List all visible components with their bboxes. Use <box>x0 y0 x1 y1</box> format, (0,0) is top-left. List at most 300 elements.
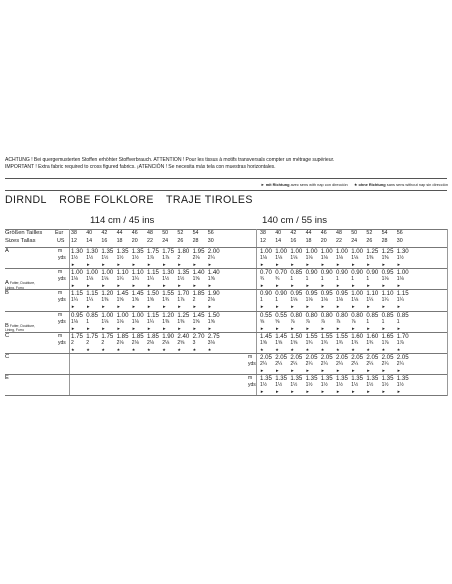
yardage-value: 1.90 <box>207 290 220 298</box>
nap-icon: ► <box>192 262 197 267</box>
yardage-value: 1⅞ <box>177 297 185 304</box>
yardage-value: ⅞ <box>305 318 310 325</box>
yardage-value: ⅞ <box>336 318 341 325</box>
yardage-value: 1 <box>366 276 370 283</box>
nap-icon: ► <box>320 368 325 373</box>
yardage-value: 0.95 <box>381 269 394 277</box>
yardage-value: 2.70 <box>192 332 205 340</box>
nap-icon: ► <box>290 325 295 331</box>
eur-size: 40 <box>275 230 282 236</box>
fabric-width-140: 140 cm / 55 ins <box>262 215 328 226</box>
notice-line-1: ACHTUNG ! Bei quergemusterten Stoffen erhöhter Stoffverbrauch. ATTENTION ! Pour les tissus à motifs transversals compter un métrage supérieur. <box>5 157 335 163</box>
yardage-value: ⅞ <box>290 318 295 325</box>
yardage-value: 1 <box>290 276 294 283</box>
yardage-value: 1⅝ <box>207 276 215 283</box>
unit-label: m <box>248 375 253 382</box>
yardage-value: 1.50 <box>147 290 159 298</box>
yardage-value: 1.95 <box>192 248 205 255</box>
yardage-value: 1.00 <box>351 290 364 298</box>
nap-icon: ► <box>336 368 341 373</box>
yardage-value: 0.55 <box>275 311 288 319</box>
yardage-value: 1⅜ <box>381 255 389 261</box>
yardage-value: 2¼ <box>290 361 298 367</box>
yardage-value: 1.45 <box>275 332 288 340</box>
yardage-value: 1.40 <box>192 269 205 277</box>
yardage-value: 1⅛ <box>260 255 267 261</box>
yardage-value: 1.55 <box>305 332 318 340</box>
yardage-value: 1.00 <box>275 248 288 255</box>
yardage-value: 1.75 <box>147 248 159 255</box>
nap-icon: ► <box>86 283 91 289</box>
yardage-value: 1.85 <box>192 290 205 298</box>
yardage-value: 1⅛ <box>305 297 313 304</box>
nap-icon: ★ <box>320 346 325 352</box>
yardage-value: 2¼ <box>366 361 374 367</box>
yardage-value: 1¼ <box>147 318 154 325</box>
nap-icon: ► <box>162 283 167 289</box>
yardage-value: 1 <box>366 318 370 325</box>
nap-icon: ► <box>381 262 386 267</box>
yardage-value: 1.30 <box>396 248 409 255</box>
yardage-value: 1.70 <box>177 290 190 298</box>
yardage-value: 1.35 <box>336 375 348 383</box>
yardage-value: 1½ <box>86 255 94 261</box>
nap-icon: ★ <box>396 346 401 352</box>
nap-icon: ► <box>320 304 325 310</box>
nap-icon: ► <box>351 283 356 289</box>
us-size: 26 <box>177 238 184 244</box>
yardage-value: 1.90 <box>162 332 175 340</box>
unit-label: yds <box>58 339 66 346</box>
yardage-value: 1.00 <box>101 311 114 319</box>
nap-icon: ► <box>275 262 280 267</box>
yardage-value: 1⅛ <box>131 318 139 325</box>
yardage-value: 1.75 <box>101 332 114 340</box>
yardage-value: 1⅝ <box>290 339 298 346</box>
yardage-value: 1.00 <box>116 311 129 319</box>
nap-icon: ★ <box>336 346 340 352</box>
nap-icon: ► <box>366 389 371 395</box>
yardage-value: 1½ <box>336 382 343 389</box>
without-nap-icon: ★ <box>353 182 358 187</box>
nap-icon: ★ <box>275 346 279 352</box>
eur-label: Eur <box>55 230 64 236</box>
us-size: 12 <box>71 238 77 244</box>
yardage-value: 1.30 <box>86 248 99 255</box>
nap-icon: ► <box>86 325 91 331</box>
nap-icon: ► <box>396 262 401 267</box>
yardage-value: 1¼ <box>366 297 374 304</box>
yardage-value: 1⅛ <box>336 255 343 261</box>
yardage-value: 0.85 <box>396 311 409 319</box>
yardage-value: 0.95 <box>71 311 83 319</box>
yardage-value: 1¾ <box>162 297 170 304</box>
yardage-value: 1.35 <box>320 375 333 383</box>
table-right-edge <box>447 229 448 396</box>
nap-icon: ► <box>260 304 265 310</box>
yardage-value: 1.50 <box>207 311 220 319</box>
yardage-value: 0.85 <box>86 311 99 319</box>
yardage-value: 2.40 <box>177 332 190 340</box>
yardage-value: 1.10 <box>366 290 379 298</box>
unit-label: yds <box>58 318 66 325</box>
nap-icon: ► <box>207 325 212 331</box>
us-size: 20 <box>131 238 138 244</box>
nap-icon: ★ <box>71 346 75 352</box>
row-sublabel: Futter, Doublure, Lining, Forro <box>5 323 36 333</box>
unit-label: m <box>58 332 63 339</box>
yardage-value: 1.75 <box>71 332 83 340</box>
width-group-divider <box>256 229 257 396</box>
nap-icon: ► <box>147 262 152 267</box>
yardage-value: 1.00 <box>320 248 333 255</box>
yardage-value: 1¼ <box>116 276 124 283</box>
nap-icon: ► <box>336 304 341 310</box>
eur-size: 46 <box>131 230 138 236</box>
nap-icon: ► <box>305 325 310 331</box>
yardage-value: 1⅛ <box>71 276 78 283</box>
yardage-value: 1.15 <box>86 290 99 298</box>
yardage-value: 2.05 <box>351 354 364 361</box>
nap-icon: ► <box>366 325 371 331</box>
nap-icon: ► <box>381 283 386 289</box>
nap-icon: ► <box>207 283 212 289</box>
nap-icon: ► <box>290 368 295 373</box>
nap-icon: ► <box>131 283 136 289</box>
yardage-value: 1⅞ <box>396 339 404 346</box>
yardage-value: ⅝ <box>275 318 280 325</box>
yardage-value: 0.85 <box>366 311 379 319</box>
yardage-value: 1.40 <box>207 269 220 277</box>
nap-icon: ► <box>305 262 310 267</box>
yardage-value: 1⅛ <box>381 276 389 283</box>
nap-icon: ► <box>116 304 121 310</box>
yardage-value: 1.35 <box>275 375 288 383</box>
yardage-value: 1.00 <box>336 248 348 255</box>
yardage-value: 2.05 <box>381 354 394 361</box>
yardage-value: 1⅜ <box>101 297 109 304</box>
eur-size: 48 <box>336 230 342 236</box>
yardage-value: 2⅝ <box>177 339 185 346</box>
nap-icon: ► <box>147 304 152 310</box>
nap-icon: ► <box>351 389 356 395</box>
yardage-value: 0.70 <box>275 269 288 277</box>
nap-icon: ► <box>320 325 325 331</box>
us-label: US <box>57 238 65 244</box>
nap-icon: ► <box>275 283 280 289</box>
nap-icon: ► <box>275 368 280 373</box>
nap-icon: ★ <box>131 346 136 352</box>
yardage-value: 2¼ <box>275 361 283 367</box>
yardage-value: 1⅛ <box>116 318 124 325</box>
yardage-value: 1.55 <box>162 290 175 298</box>
yardage-value: 1.60 <box>366 332 379 340</box>
yardage-value: 2 <box>192 297 196 304</box>
row-label: B Futter, Doublure, Lining, Forro <box>5 322 36 333</box>
yardage-value: 1⅛ <box>290 255 298 261</box>
row-label: A <box>5 248 9 254</box>
row-label: E <box>5 375 9 382</box>
yardage-value: 1⅛ <box>86 276 94 283</box>
unit-label: yds <box>58 255 66 261</box>
nap-icon: ► <box>177 304 182 310</box>
nap-icon: ► <box>131 304 136 310</box>
yardage-value: 1¾ <box>366 339 374 346</box>
sizes-label: Größen Tailles <box>5 230 43 236</box>
us-size: 30 <box>207 238 214 244</box>
unit-label: yds <box>58 276 66 283</box>
nap-icon: ★ <box>305 346 310 352</box>
yardage-value: 1⅛ <box>320 297 328 304</box>
nap-icon: ► <box>320 262 325 267</box>
yardage-value: 1 <box>86 318 89 325</box>
eur-size: 44 <box>305 230 312 236</box>
yardage-value: 2⅛ <box>162 339 170 346</box>
nap-icon: ► <box>116 283 121 289</box>
nap-icon: ► <box>336 283 341 289</box>
nap-icon: ► <box>305 304 310 310</box>
nap-icon: ► <box>192 304 197 310</box>
yardage-value: 2.05 <box>366 354 379 361</box>
yardage-value: ⅝ <box>260 318 265 325</box>
yardage-value: 1⅛ <box>305 255 313 261</box>
yardage-value: 0.95 <box>320 290 333 298</box>
unit-label: m <box>58 311 63 318</box>
yardage-value: 1.75 <box>86 332 99 340</box>
yardage-value: ¾ <box>275 276 280 283</box>
yardage-value: 1.80 <box>177 248 190 255</box>
eur-size: 56 <box>207 230 214 236</box>
yardage-value: 0.95 <box>290 290 303 298</box>
nap-icon: ► <box>366 283 371 289</box>
yardage-value: 2.05 <box>305 354 318 361</box>
us-size: 18 <box>305 238 312 244</box>
yardage-value: 2¼ <box>207 255 215 261</box>
yardage-value: 1.00 <box>71 269 83 277</box>
yardage-value: 1¼ <box>147 276 154 283</box>
eur-size: 52 <box>177 230 184 236</box>
nap-icon: ★ <box>116 346 121 352</box>
yardage-value: 1.85 <box>147 332 159 340</box>
fabric-width-114: 114 cm / 45 ins <box>90 215 155 226</box>
yardage-value: 1.55 <box>320 332 333 340</box>
nap-icon: ► <box>116 262 121 267</box>
yardage-value: 2¼ <box>320 361 328 367</box>
yardage-value: 0.70 <box>260 269 272 277</box>
yardage-value: 1½ <box>396 382 404 389</box>
yardage-value: 1.75 <box>162 248 175 255</box>
yardage-value: 1⅝ <box>131 297 139 304</box>
yardage-value: 2¼ <box>336 361 343 367</box>
nap-icon: ★ <box>147 346 151 352</box>
yardage-value: 2⅛ <box>147 339 154 346</box>
nap-icon: ► <box>366 304 371 310</box>
yardage-value: 1⅛ <box>101 318 109 325</box>
yardage-value: 1.45 <box>116 290 129 298</box>
yardage-value: 0.80 <box>351 311 364 319</box>
yardage-value: 2¼ <box>305 361 313 367</box>
with-nap-de: mit Richtung <box>265 182 290 187</box>
yardage-value: 2.05 <box>320 354 333 361</box>
nap-icon: ★ <box>290 346 295 352</box>
yardage-value: 1½ <box>71 255 78 261</box>
yardage-value: 1½ <box>366 382 374 389</box>
yardage-value: 1 <box>351 276 354 283</box>
yardage-value: 1.15 <box>71 290 83 298</box>
nap-icon: ► <box>396 368 401 373</box>
yardage-value: 1.35 <box>381 375 394 383</box>
nap-icon: ► <box>305 368 310 373</box>
eur-size: 56 <box>396 230 403 236</box>
yardage-value: 1.35 <box>131 248 144 255</box>
nap-icon: ► <box>275 304 280 310</box>
eur-size: 52 <box>366 230 373 236</box>
us-size: 26 <box>366 238 373 244</box>
yardage-value: 1.35 <box>396 375 409 383</box>
row-label: B <box>5 290 9 297</box>
yardage-value: 1½ <box>275 382 283 389</box>
yardage-value: 0.95 <box>336 290 348 298</box>
unit-label: m <box>248 354 253 360</box>
nap-icon: ► <box>351 304 356 310</box>
yardage-value: 1.20 <box>101 290 114 298</box>
nap-icon: ► <box>366 368 371 373</box>
row-label: C <box>5 354 10 360</box>
yardage-value: 1 <box>305 276 309 283</box>
nap-icon: ★ <box>351 346 355 352</box>
nap-icon: ► <box>381 389 386 395</box>
yardage-value: 1⅝ <box>275 339 283 346</box>
nap-icon: ► <box>131 262 136 267</box>
nap-icon: ► <box>305 283 310 289</box>
nap-icon: ► <box>162 325 167 331</box>
yardage-value: 0.80 <box>305 311 318 319</box>
nap-icon: ► <box>101 283 106 289</box>
sizes-label-2: Sizes Tallas <box>5 238 36 244</box>
yardage-value: 1½ <box>131 255 139 261</box>
notice-line-2: IMPORTANT ! Extra fabric required to cross figured fabrics. ¡ATENCIÓN ! Se necesita más tela con muestras horizontales. <box>5 164 276 171</box>
eur-size: 40 <box>86 230 93 236</box>
nap-icon: ► <box>351 262 356 267</box>
us-size: 22 <box>147 238 153 244</box>
nap-icon: ► <box>396 325 401 331</box>
yardage-value: ⅞ <box>320 318 325 325</box>
yardage-value: 1⅛ <box>320 255 328 261</box>
eur-size: 54 <box>381 230 388 236</box>
yardage-value: 1⅝ <box>260 339 267 346</box>
nap-icon: ► <box>320 389 325 395</box>
yardage-value: 1.00 <box>101 269 114 277</box>
yardage-value: 0.90 <box>275 290 288 298</box>
yardage-value: 2⅛ <box>131 339 139 346</box>
nap-icon: ► <box>86 262 91 267</box>
nap-icon: ★ <box>260 346 264 352</box>
yardage-value: 0.85 <box>381 311 394 319</box>
nap-icon: ► <box>207 304 212 310</box>
yardage-value: 1½ <box>351 382 359 389</box>
nap-icon: ► <box>351 368 356 373</box>
nap-icon: ★ <box>366 346 371 352</box>
yardage-value: 1⅛ <box>290 297 298 304</box>
yardage-value: 2.00 <box>207 248 220 255</box>
unit-label: yds <box>248 382 256 389</box>
eur-size: 38 <box>260 230 266 236</box>
yardage-value: 0.55 <box>260 311 272 319</box>
yardage-value: 2¼ <box>351 361 359 367</box>
nap-icon: ► <box>260 262 265 267</box>
yardage-value: 1 <box>396 318 400 325</box>
nap-icon: ► <box>177 283 182 289</box>
eur-size: 38 <box>71 230 77 236</box>
us-size: 16 <box>290 238 297 244</box>
us-size: 18 <box>116 238 123 244</box>
us-size: 30 <box>396 238 403 244</box>
nap-icon: ► <box>101 325 106 331</box>
yardage-value: 1.35 <box>177 269 190 277</box>
yardage-value: 1.30 <box>162 269 175 277</box>
us-size: 16 <box>101 238 108 244</box>
nap-icon: ► <box>290 389 295 395</box>
us-size: 28 <box>381 238 388 244</box>
yardage-value: 1.20 <box>162 311 175 319</box>
yardage-value: 1.35 <box>351 375 364 383</box>
yardage-value: 1½ <box>305 382 313 389</box>
yardage-value: 2⅛ <box>207 297 215 304</box>
yardage-value: 1¾ <box>351 339 359 346</box>
yardage-value: 1½ <box>381 382 389 389</box>
yardage-value: 0.85 <box>290 269 303 277</box>
nap-icon: ► <box>381 325 386 331</box>
yardage-value: 1⅛ <box>275 255 283 261</box>
nap-icon: ► <box>396 389 401 395</box>
title-es: TRAJE TIROLES <box>166 194 253 206</box>
unit-column-divider <box>69 229 70 396</box>
title-de: DIRNDL <box>5 194 47 206</box>
yardage-value: 1.45 <box>131 290 144 298</box>
yardage-value: 1⅝ <box>192 318 200 325</box>
nap-icon: ► <box>381 304 386 310</box>
nap-icon: ► <box>101 262 106 267</box>
yardage-value: 1.00 <box>351 248 364 255</box>
row-label: A Futter, Doublure, Lining, Forro <box>5 280 36 290</box>
yardage-value: 1.55 <box>336 332 348 340</box>
nap-icon: ► <box>86 304 91 310</box>
yardage-value: 1.35 <box>116 248 129 255</box>
yardage-value: 1⅛ <box>351 297 359 304</box>
yardage-value: 1.00 <box>260 248 272 255</box>
row-label: C <box>5 332 10 339</box>
yardage-value: 1.85 <box>131 332 144 340</box>
yardage-value: 1¾ <box>305 339 313 346</box>
yardage-value: 1½ <box>290 382 298 389</box>
unit-label: m <box>58 290 63 297</box>
yardage-value: 0.90 <box>366 269 379 277</box>
nap-icon: ► <box>101 304 106 310</box>
yardage-value: 1.00 <box>290 248 303 255</box>
table-bottom-rule <box>5 395 447 396</box>
yardage-value: 1.00 <box>86 269 99 277</box>
us-size: 12 <box>260 238 266 244</box>
yardage-value: 1½ <box>101 255 109 261</box>
nap-icon: ★ <box>101 346 106 352</box>
eur-size: 44 <box>116 230 123 236</box>
yardage-value: 1.30 <box>71 248 83 255</box>
nap-icon: ► <box>192 325 197 331</box>
eur-size: 42 <box>290 230 297 236</box>
yardage-value: 1⅝ <box>207 318 215 325</box>
us-size: 22 <box>336 238 342 244</box>
yardage-value: 1.00 <box>305 248 318 255</box>
